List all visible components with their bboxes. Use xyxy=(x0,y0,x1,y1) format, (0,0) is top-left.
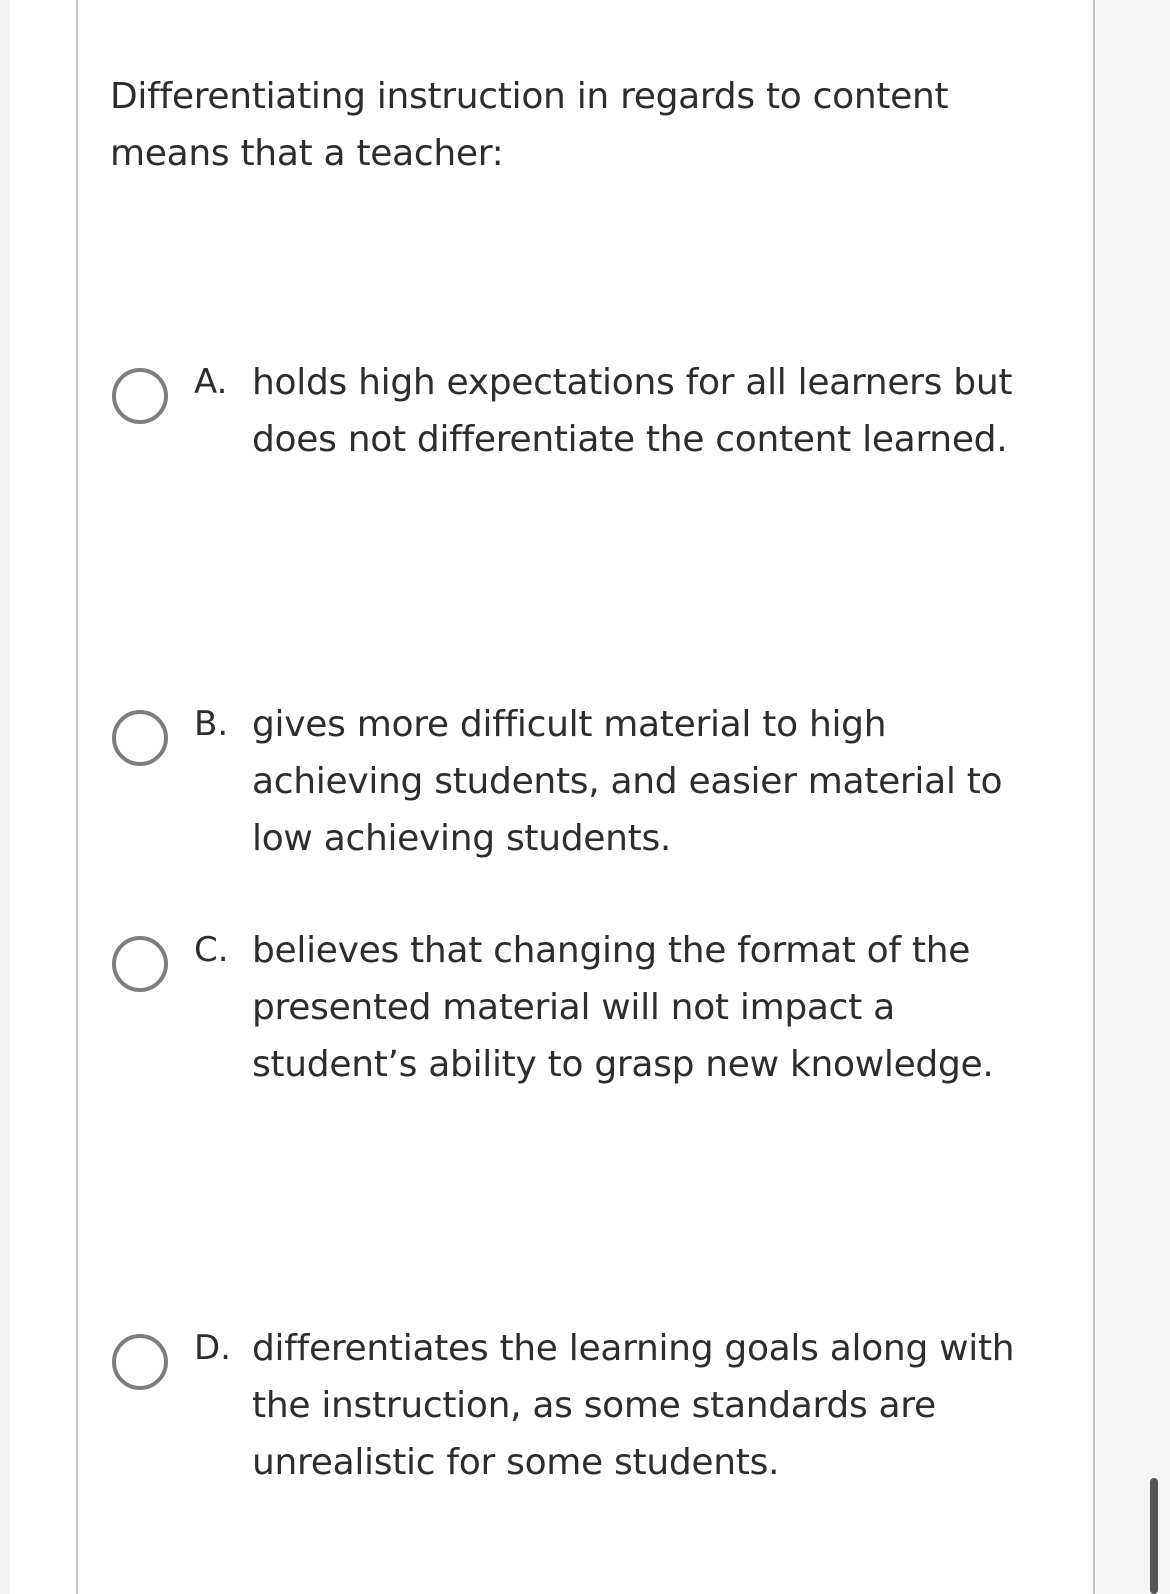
scrollbar-thumb[interactable] xyxy=(1150,1478,1158,1594)
radio-button-icon[interactable] xyxy=(112,710,168,766)
option-text: holds high expectations for all learners but does not differentiate the content learned. xyxy=(252,362,1013,460)
option-letter: B. xyxy=(194,704,229,744)
option-letter: A. xyxy=(194,362,228,402)
question-card xyxy=(76,0,1095,1594)
option-letter: C. xyxy=(194,930,229,970)
radio-button-icon[interactable] xyxy=(112,1334,168,1390)
option-text: differentiates the learning goals along with the instruction, as some standards are unrealistic for some students. xyxy=(252,1328,1015,1483)
question-text: Differentiating instruction in regards to content means that a teacher: xyxy=(110,76,949,174)
page-right-gutter xyxy=(1096,0,1170,1594)
radio-button-icon[interactable] xyxy=(112,368,168,424)
page-left-gutter xyxy=(0,0,10,1594)
radio-button-icon[interactable] xyxy=(112,936,168,992)
option-letter: D. xyxy=(194,1328,231,1368)
option-text: believes that changing the format of the presented material will not impact a student’s ability to grasp new knowledge. xyxy=(252,930,994,1085)
option-text: gives more difficult material to high achieving students, and easier material to low achieving students. xyxy=(252,704,1003,859)
